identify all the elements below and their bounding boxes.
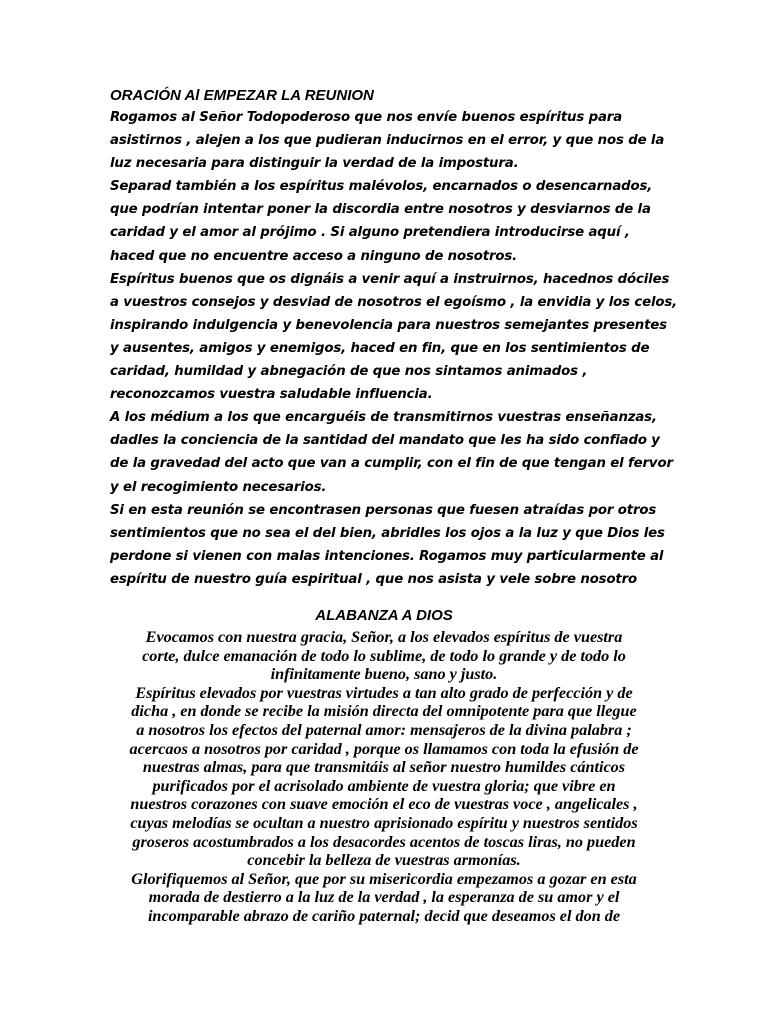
praise-line: corte, dulce emanación de todo lo sublime, de todo lo grande y de todo lo <box>142 646 626 665</box>
prayer-line: caridad y el amor al prójimo . Si alguno pretendiera introducirse aquí , <box>110 225 630 241</box>
prayer-line: luz necesaria para distinguir la verdad de la impostura. <box>110 156 519 172</box>
praise-line: acercaos a nosotros por caridad , porque os llamamos con toda la efusión de <box>129 739 639 758</box>
prayer-line: y ausentes, amigos y enemigos, haced en fin, que en los sentimientos de <box>110 340 650 356</box>
prayer-title: ORACIÓN Al EMPEZAR LA REUNION <box>110 87 374 104</box>
prayer-line: que podrían intentar poner la discordia entre nosotros y desviarnos de la <box>110 202 651 218</box>
prayer-line: dadles la conciencia de la santidad del mandato que les ha sido confiado y <box>110 433 660 449</box>
prayer-line: Si en esta reunión se encontrasen personas que fuesen atraídas por otros <box>110 502 657 518</box>
praise-line: cuyas melodías se ocultan a nuestro aprisionado espíritu y nuestros sentidos <box>130 813 638 832</box>
praise-section <box>96 606 672 926</box>
praise-line: Espíritus elevados por vuestras virtudes a tan alto grado de perfección y de <box>135 683 633 702</box>
praise-line: nuestras almas, para que transmitáis al señor nuestro humildes cánticos <box>142 758 626 777</box>
praise-line: groseros acostumbrados a los desacordes acentos de toscas liras, no pueden <box>132 832 636 851</box>
praise-line: dicha , en donde se recibe la misión directa del omnipotente para que llegue <box>131 702 637 721</box>
prayer-line: y el recogimiento necesarios. <box>110 479 327 495</box>
praise-line: concebir la belleza de vuestras armonías. <box>247 851 521 870</box>
prayer-line: Separad también a los espíritus malévolos, encarnados o desencarnados, <box>110 179 653 195</box>
prayer-line: de la gravedad del acto que van a cumplir, con el fin de que tengan el fervor <box>110 456 673 472</box>
praise-line: infinitamente bueno, sano y justo. <box>270 665 498 684</box>
praise-line: nuestros corazones con suave emoción el eco de vuestras voce , angelicales , <box>130 795 638 814</box>
prayer-line: a vuestros consejos y desviad de nosotros el egoísmo , la envidia y los celos, <box>110 294 678 310</box>
praise-line: incomparable abrazo de cariño paternal; decid que deseamos el don de <box>147 906 621 925</box>
prayer-line: espíritu de nuestro guía espiritual , que nos asista y vele sobre nosotro <box>110 571 638 587</box>
prayer-line: inspirando indulgencia y benevolencia para nuestros semejantes presentes <box>110 317 667 333</box>
prayer-line: Espíritus buenos que os dignáis a venir aquí a instruirnos, hacednos dóciles <box>110 271 670 287</box>
prayer-line: caridad, humildad y abnegación de que nos sintamos animados , <box>110 364 588 380</box>
prayer-line: reconozcamos vuestra saludable influencia. <box>110 387 433 403</box>
praise-line: purificados por el acrisolado ambiente de vuestra gloria; que vibre en <box>152 776 616 795</box>
prayer-line: sentimientos que no sea el del bien, abridles los ojos a la luz y que Dios les <box>110 525 665 541</box>
praise-line: Glorifiquemos al Señor, que por su misericordia empezamos a gozar en esta <box>131 869 637 888</box>
praise-line: Evocamos con nuestra gracia, Señor, a los elevados espíritus de vuestra <box>145 628 623 646</box>
praise-title: ALABANZA A DIOS <box>315 607 453 624</box>
prayer-line: haced que no encuentre acceso a ninguno de nosotros. <box>110 248 518 264</box>
prayer-line: A los médium a los que encarguéis de transmitirnos vuestras enseñanzas, <box>110 410 657 426</box>
prayer-line: perdone si vienen con malas intenciones. Rogamos muy particularmente al <box>110 548 664 564</box>
praise-line: morada de destierro a la luz de la verdad , la esperanza de su amor y el <box>148 888 620 907</box>
prayer-section <box>110 86 678 591</box>
praise-line: a nosotros los efectos del paternal amor: mensajeros de la divina palabra ; <box>136 720 632 739</box>
prayer-line: asistirnos , alejen a los que pudieran inducirnos en el error, y que nos de la <box>110 133 665 149</box>
prayer-line: Rogamos al Señor Todopoderoso que nos envíe buenos espíritus para <box>110 110 623 125</box>
